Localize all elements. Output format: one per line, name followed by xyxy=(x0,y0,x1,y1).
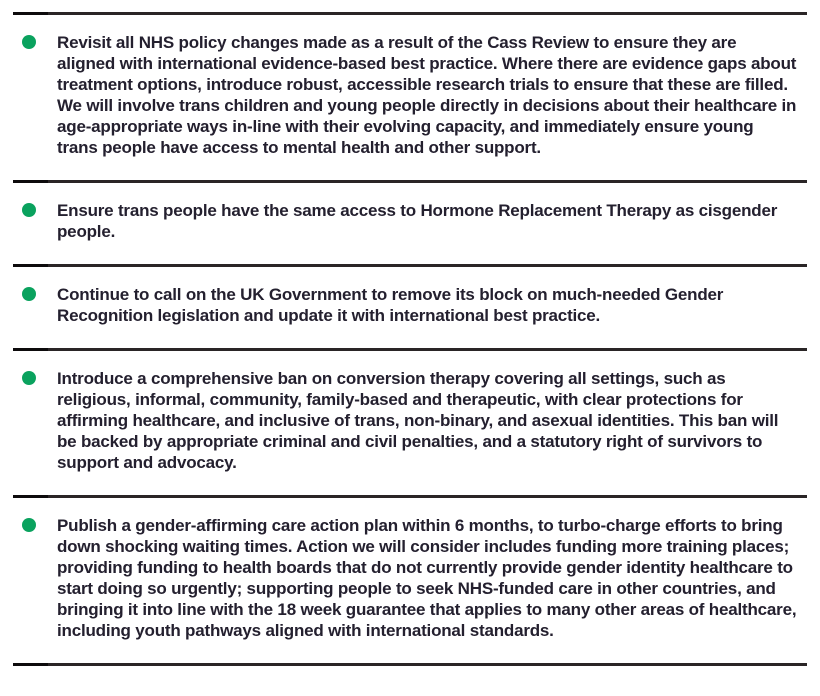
list-item xyxy=(13,15,807,180)
bullet-icon xyxy=(22,287,36,301)
section-divider xyxy=(13,180,807,183)
list-item-text: Publish a gender-affirming care action plan within 6 months, to turbo-charge efforts to bring down shocking waiting times. Action we will consider includes funding more training places; providing funding to health boards that do not currently provide gender identity healthcare to start doing so urgently; supporting people to seek NHS-funded care in other countries, and bringing it into line with the 18 week guarantee that applies to many other areas of healthcare, including youth pathways aligned with international standards. xyxy=(57,516,797,640)
list-item xyxy=(13,498,807,663)
section-divider xyxy=(13,663,807,666)
section-divider xyxy=(13,348,807,351)
list-item xyxy=(13,351,807,495)
list-item xyxy=(13,267,807,348)
bullet-icon xyxy=(22,203,36,217)
list-item xyxy=(13,183,807,264)
list-item-text: Introduce a comprehensive ban on conversion therapy covering all settings, such as religious, informal, community, family-based and therapeutic, with clear protections for affirming healthcare, and inclusive of trans, non-binary, and asexual identities. This ban will be backed by appropriate criminal and civil penalties, and a statutory right of survivors to support and advocacy. xyxy=(57,369,779,472)
bullet-icon xyxy=(22,35,36,49)
list-item-text: Continue to call on the UK Government to remove its block on much-needed Gender Recognition legislation and update it with international best practice. xyxy=(57,285,724,325)
divider-left-cap xyxy=(13,180,48,183)
divider-left-cap xyxy=(13,495,48,498)
list-item-text: Revisit all NHS policy changes made as a result of the Cass Review to ensure they are aligned with international evidence-based best practice. Where there are evidence gaps about treatment options, introduce robust, accessible research trials to ensure that these are filled. We will involve trans children and young people directly in decisions about their healthcare in age-appropriate ways in-line with their evolving capacity, and immediately ensure young trans people have access to mental health and other support. xyxy=(57,33,797,157)
divider-left-cap xyxy=(13,348,48,351)
divider-left-cap xyxy=(13,264,48,267)
divider-left-cap xyxy=(13,12,48,15)
bullet-icon xyxy=(22,518,36,532)
section-divider xyxy=(13,495,807,498)
divider-left-cap xyxy=(13,663,48,666)
section-divider xyxy=(13,264,807,267)
section-divider xyxy=(13,12,807,15)
bullet-icon xyxy=(22,371,36,385)
list-item-text: Ensure trans people have the same access to Hormone Replacement Therapy as cisgender people. xyxy=(57,201,778,241)
